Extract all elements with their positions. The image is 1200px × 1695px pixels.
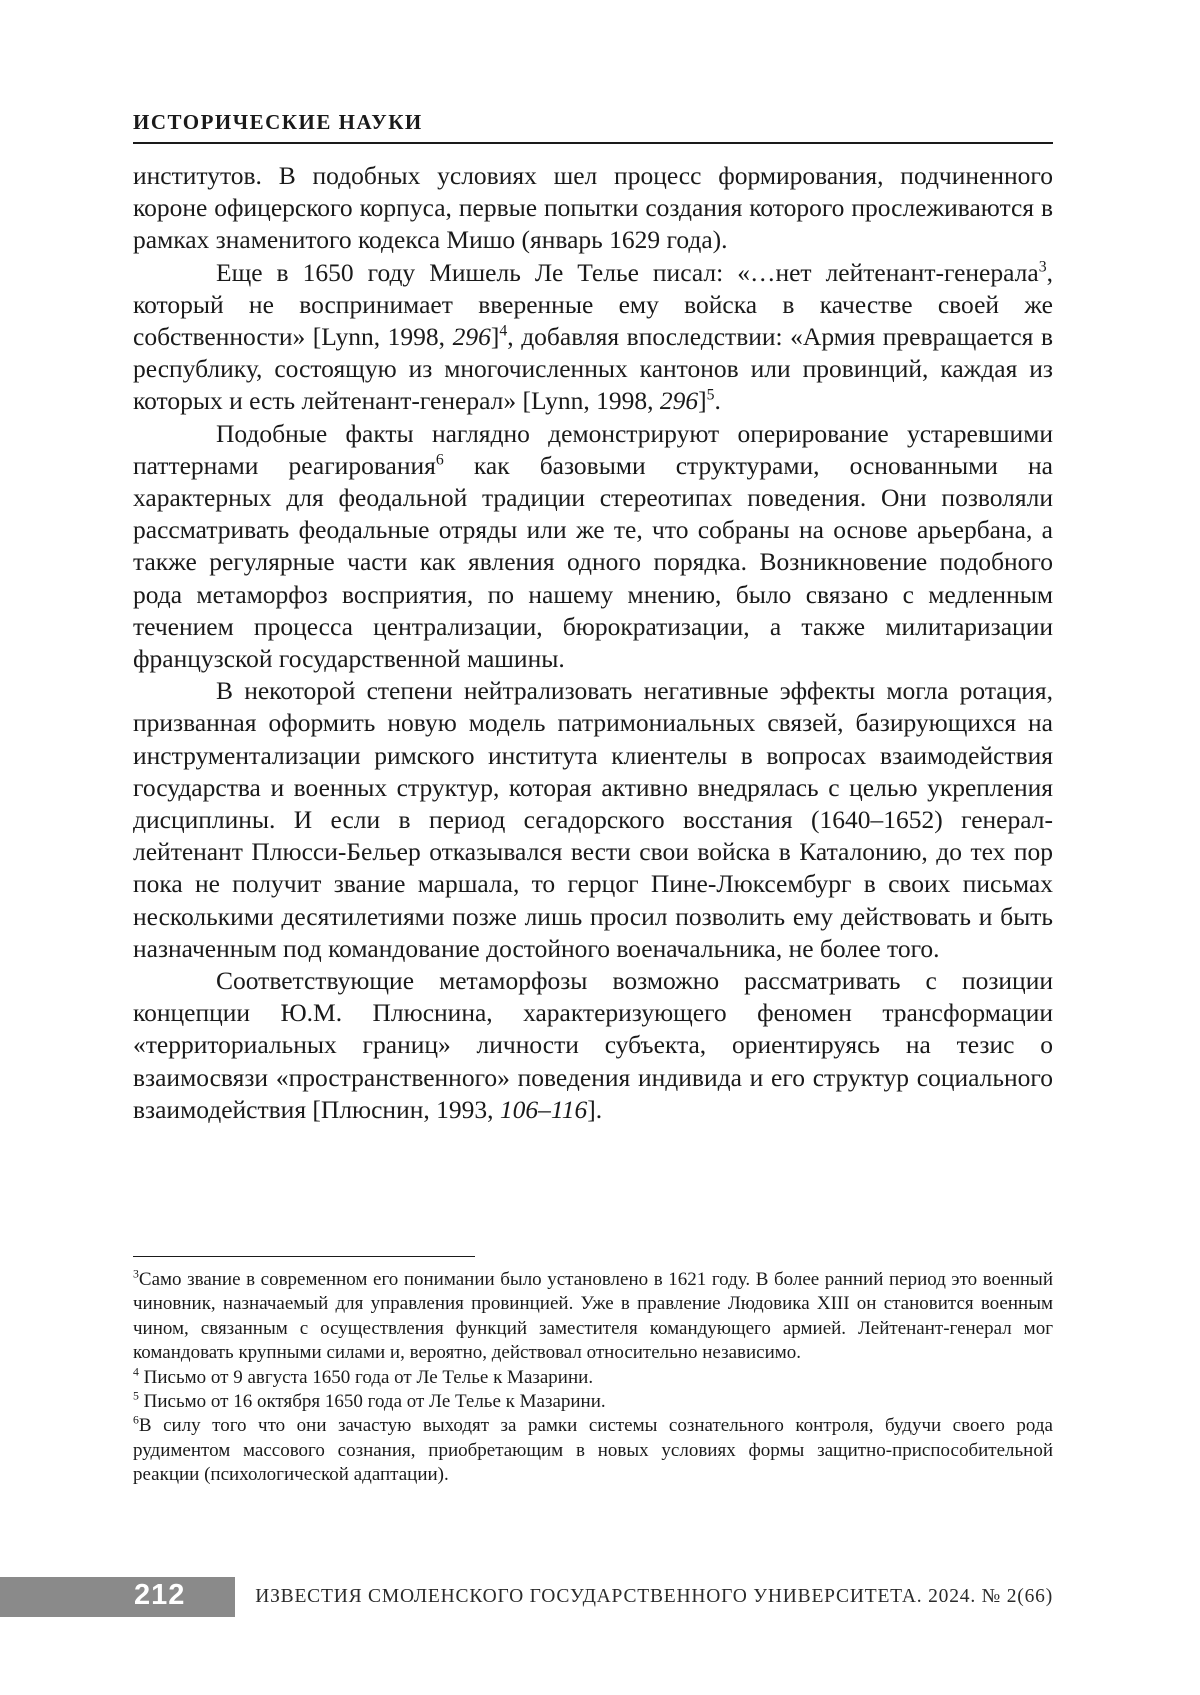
page-number: 212 [134,1579,186,1611]
footnote-text: Письмо от 16 октября 1650 года от Ле Телье к Мазарини. [138,1391,606,1413]
paragraph-2-text-f: . [714,386,721,416]
footnotes [133,1268,1053,1488]
citation-pages: 106–116 [499,1094,588,1124]
footnote-divider [133,1256,475,1257]
footnote-number: 3 [133,1267,139,1281]
running-header [133,108,1053,144]
paragraph-2-text-a: Еще в 1650 году Мишель Ле Телье писал: «…нет лейтенант-генерала [216,257,1039,287]
page-footer [0,1577,1200,1619]
footnote-3 [133,1268,1053,1366]
paragraph-5 [133,965,1053,1126]
footnote-number: 4 [133,1365,139,1379]
footnote-number: 6 [133,1414,139,1428]
paragraph-2 [133,257,1053,418]
paragraph-4: В некоторой степени нейтрализовать негативные эффекты могла ротация, призванная оформить новую модель патримониальных связей, базирующихся на инструментализации римского института клиентелы в вопросах взаимодействия государства и военных структур, которая активно внедрялась с целью укрепления дисциплины. И если в период сегадорского восстания (1640–1652) генерал-лейтенант Плюсси-Бельер отказывался вести свои войска в Каталонию, до тех пор пока не получит звание маршала, то герцог Пине-Люксембург в своих письмах несколькими десятилетиями позже лишь просил позволить ему действовать и быть назначенным под командование достойного военачальника, не более того. [133,676,1053,963]
footnote-ref-6[interactable]: 6 [435,451,444,469]
footnote-text: Письмо от 9 августа 1650 года от Ле Телье к Мазарини. [138,1366,594,1388]
footnote-text: В силу того что они зачастую выходят за рамки системы сознательного контроля, будучи своего рода рудиментом массового сознания, приобретающим в новых условиях формы защитно-приспособительной реакции (психологической адаптации). [133,1415,1053,1486]
paragraph-1: институтов. В подобных условиях шел процесс формирования, подчиненного короне офицерского корпуса, первые попытки создания которого прослеживаются в рамках знаменитого кодекса Мишо (январь 1629 года). [133,161,1053,255]
footnote-ref-4[interactable]: 4 [499,322,508,340]
paragraph-3-text-a: Подобные факты наглядно демонстрируют оперирование устаревшими паттернами реагирования [133,418,1053,480]
citation-page: 296 [659,386,699,416]
footnote-6 [133,1414,1053,1487]
footnote-text: Само звание в современном его понимании было установлено в 1621 году. В более ранний период это военный чиновник, назначаемый для управления провинцией. Уже в правление Людовика XIII он становится военным чином, связанным с осуществления функций заместителя командующего армией. Лейтенант-генерал мог командовать крупными силами и, вероятно, действовал относительно независимо. [133,1269,1053,1364]
footnote-5 [133,1390,1053,1414]
footnote-4 [133,1366,1053,1390]
paragraph-3-text-b: как базовыми структурами, основанными на характерных для феодальной традиции стереотипах поведения. Они позволяли рассматривать феодальные отряды или же те, что собраны на основе арьербана, а также регулярные части как явления одного порядка. Возникновение подобного рода метаморфоз восприятия, по нашему мнению, было связано с медленным течением процесса централизации, бюрократизации, а также милитаризации французской государственной машины. [133,450,1054,674]
footnote-ref-5[interactable]: 5 [706,386,715,404]
journal-title: ИЗВЕСТИЯ СМОЛЕНСКОГО ГОСУДАРСТВЕННОГО УНИВЕРСИТЕТА. 2024. № 2(66) [255,1586,1053,1607]
footnote-number: 5 [133,1389,139,1403]
paragraph-2-text-b: , который не воспринимает вверенные ему войска в качестве своей же собственности» [Lynn, 1998, [133,257,1053,352]
article-body [133,160,1053,1126]
paragraph-3 [133,418,1053,676]
paragraph-5-text-a: Соответствующие метаморфозы возможно рассматривать с позиции концепции Ю.М. Плюснина, характеризующего феномен трансформации «территориальных границ» личности субъекта, ориентируясь на тезис о взаимосвязи «пространственного» поведения индивида и его структур социального взаимодействия [Плюснин, 1993, [133,966,1053,1124]
paragraph-2-text-c: ] [490,322,500,352]
section-title: ИСТОРИЧЕСКИЕ НАУКИ [133,110,423,134]
citation-page: 296 [452,322,491,352]
paragraph-2-text-d: , добавляя впоследствии: «Армия превращается в республику, состоящую из многочисленных кантонов или провинций, каждая из которых и есть лейтенант-генерал» [Lynn, 1998, [133,322,1053,416]
paragraph-5-text-b: ]. [587,1094,603,1124]
paragraph-2-text-e: ] [698,386,707,416]
page-number-box [0,1577,235,1617]
footnote-ref-3[interactable]: 3 [1038,258,1047,276]
